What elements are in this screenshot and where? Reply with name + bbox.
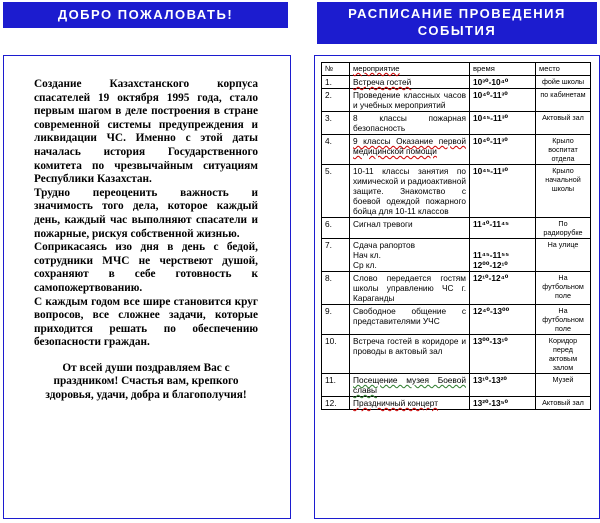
- intro-paragraph: Соприкасаясь изо дня в день с бедой, сотрудники МЧС не черствеют душой, сохраняют в себе готовность к самопожертвованию.: [34, 241, 258, 294]
- schedule-row-event: Сигнал тревоги: [350, 218, 470, 239]
- schedule-row: [322, 89, 591, 112]
- schedule-row-number: 6.: [322, 218, 350, 239]
- schedule-row-event: Сдача рапортов Нач кл. Ср кл.: [350, 239, 470, 272]
- schedule-row-place: Крыло воспитат отдела: [536, 135, 591, 165]
- schedule-row-event: 8 классы пожарная безопасность: [350, 112, 470, 135]
- schedule-row-number: 7.: [322, 239, 350, 272]
- schedule-row-number: 5.: [322, 165, 350, 218]
- intro-paragraph: С каждым годом все шире становится круг вопросов, все сложнее задачи, которые приходится решать по обеспечению безопасности граждан.: [34, 295, 258, 349]
- schedule-row-place: Актовый зал: [536, 397, 591, 410]
- schedule-row-number: 11.: [322, 374, 350, 397]
- schedule-row-event: Встреча гостей: [350, 76, 470, 89]
- schedule-header-row: [322, 63, 591, 76]
- schedule-row-number: 2.: [322, 89, 350, 112]
- schedule-row-event: Посещение музея Боевой славы: [350, 374, 470, 397]
- schedule-row-place: Музей: [536, 374, 591, 397]
- header-time: время: [470, 63, 536, 76]
- schedule-row: [322, 135, 591, 165]
- schedule-row-number: 3.: [322, 112, 350, 135]
- schedule-row-time: 12¹⁰-12⁴⁰: [470, 272, 536, 305]
- schedule-row-number: 1.: [322, 76, 350, 89]
- header-place: место: [536, 63, 591, 76]
- schedule-row-place: фойе школы: [536, 76, 591, 89]
- schedule-row-place: На футбольном поле: [536, 272, 591, 305]
- schedule-row-place: На футбольном поле: [536, 305, 591, 335]
- schedule-row-time: 10⁴⁵-11³⁰: [470, 112, 536, 135]
- schedule-row-number: 10.: [322, 335, 350, 374]
- intro-paragraph: Создание Казахстанского корпуса спасателей 19 октября 1995 года, стало первым шагом в деле построения в стране современной системы предупреждения и ликвидации ЧС. Именно с этой даты началась история Государственного комитета по чрезвычайным ситуациям Республики Казахстан.: [34, 78, 258, 186]
- intro-paragraph: Трудно переоценить важность и значимость того дела, которое каждый день, каждый час выполняют спасатели и пожарные, рискуя собственной жизнью.: [34, 186, 258, 240]
- schedule-row-event: Встреча гостей в коридоре и проводы в актовый зал: [350, 335, 470, 374]
- schedule-row-event: 10-11 классы занятия по химической и радиоактивной защите. Знакомство с боевой одеждой пожарного бойца для 10-11 классов: [350, 165, 470, 218]
- schedule-row: [322, 305, 591, 335]
- schedule-row: [322, 272, 591, 305]
- schedule-table: [321, 62, 591, 410]
- schedule-row: [322, 76, 591, 89]
- schedule-row-number: 4.: [322, 135, 350, 165]
- schedule-row-time: 12⁴⁰-13⁰⁰: [470, 305, 536, 335]
- schedule-row: [322, 397, 591, 410]
- schedule-row: [322, 218, 591, 239]
- schedule-row-event: Свободное общение с представителями УЧС: [350, 305, 470, 335]
- schedule-row-place: Крыло начальной школы: [536, 165, 591, 218]
- schedule-row-place: Актовый зал: [536, 112, 591, 135]
- schedule-row-time: 13⁰⁰-13¹⁰: [470, 335, 536, 374]
- schedule-row-place: По радиорубке: [536, 218, 591, 239]
- schedule-row-number: 12.: [322, 397, 350, 410]
- welcome-banner: ДОБРО ПОЖАЛОВАТЬ!: [3, 2, 288, 28]
- schedule-row-time: 10⁴⁰-11³⁰: [470, 89, 536, 112]
- schedule-row-number: 9.: [322, 305, 350, 335]
- schedule-row-event: Проведение классных часов и учебных мероприятий: [350, 89, 470, 112]
- schedule-row: [322, 374, 591, 397]
- schedule-row: [322, 335, 591, 374]
- schedule-row: [322, 239, 591, 272]
- schedule-row: [322, 112, 591, 135]
- schedule-row-event: Слово передается гостям школы управлению ЧС г. Караганды: [350, 272, 470, 305]
- schedule-row-time: 13²⁰-13⁵⁰: [470, 397, 536, 410]
- schedule-row-place: по кабинетам: [536, 89, 591, 112]
- schedule-row: [322, 165, 591, 218]
- welcome-text: [34, 78, 258, 403]
- schedule-row-event: Праздничный концерт: [350, 397, 470, 410]
- schedule-row-time: 10³⁰-10⁴⁰: [470, 76, 536, 89]
- schedule-row-place: На улице: [536, 239, 591, 272]
- greeting-paragraph: От всей души поздравляем Вас с праздником! Счастья вам, крепкого здоровья, удачи, добра и благополучия!: [45, 361, 247, 402]
- schedule-panel: [314, 55, 600, 519]
- schedule-row-time: 11⁴⁵-11⁵⁵ 12⁰⁰-12¹⁰: [470, 239, 536, 272]
- header-number: №: [322, 63, 350, 76]
- schedule-row-time: 11⁴⁰-11⁴⁵: [470, 218, 536, 239]
- schedule-row-event: 9 классы Оказание первой медицинской помощи: [350, 135, 470, 165]
- schedule-row-place: Коридор перед актовым залом: [536, 335, 591, 374]
- schedule-row-time: 10⁴⁰-11³⁰: [470, 135, 536, 165]
- schedule-row-time: 13¹⁰-13²⁰: [470, 374, 536, 397]
- header-event: мероприятие: [350, 63, 470, 76]
- schedule-banner: РАСПИСАНИЕ ПРОВЕДЕНИЯ СОБЫТИЯ: [317, 2, 597, 44]
- schedule-row-number: 8.: [322, 272, 350, 305]
- welcome-panel: [3, 55, 291, 519]
- schedule-row-time: 10⁴⁵-11³⁰: [470, 165, 536, 218]
